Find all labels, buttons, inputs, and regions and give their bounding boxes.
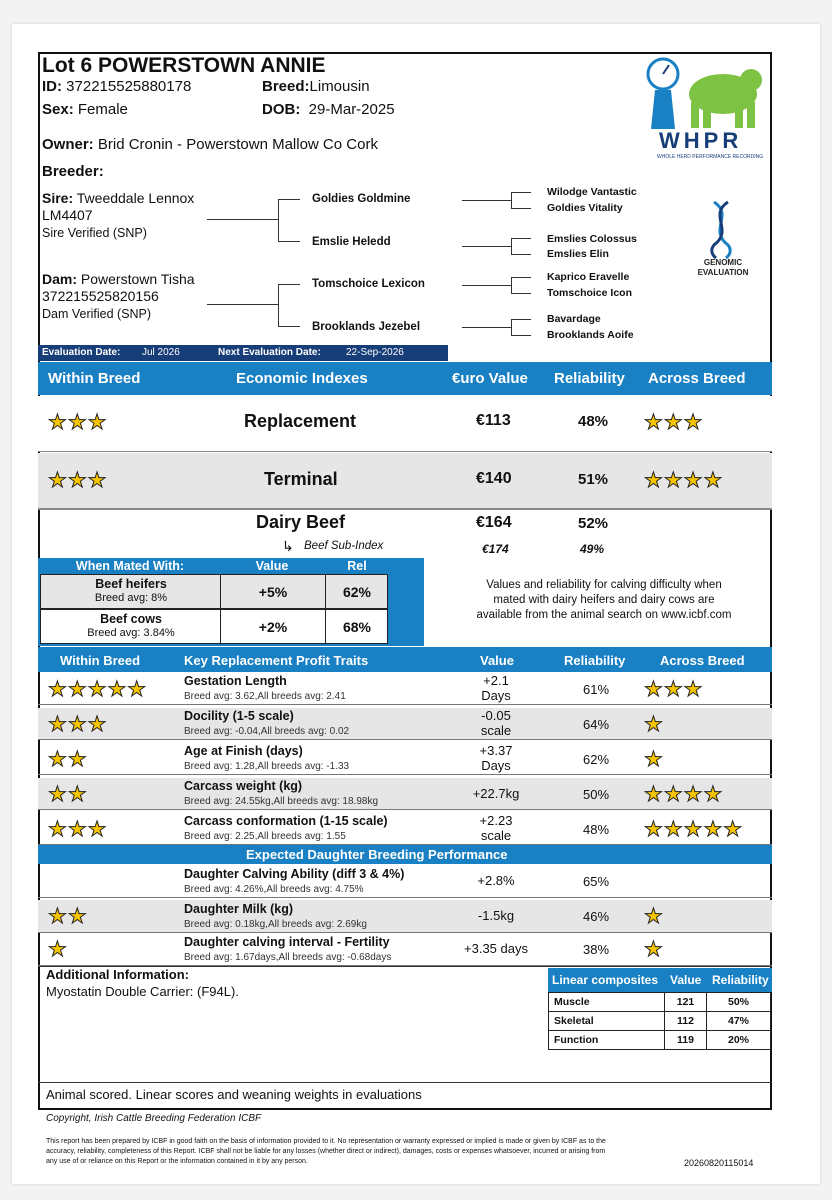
trait-name: Carcass weight (kg) bbox=[184, 779, 303, 793]
trait-reliability: 46% bbox=[583, 909, 610, 924]
genomic-label: GENOMIC EVALUATION bbox=[697, 258, 749, 277]
trait-name: Daughter Calving Ability (diff 3 & 4%) bbox=[184, 867, 405, 881]
linear-row-muscle: Muscle 121 50% bbox=[549, 993, 771, 1012]
mated-header: When Mated With: bbox=[75, 559, 185, 573]
trait-name: Gestation Length bbox=[184, 674, 287, 688]
great-grandparent-6: Tomschoice Icon bbox=[547, 287, 632, 299]
trait-row bbox=[38, 743, 772, 775]
grandparent-2: Emslie Heledd bbox=[312, 236, 391, 248]
trait-value-unit: Days bbox=[481, 758, 511, 773]
daughter-trait-row bbox=[38, 900, 772, 933]
dam-info: Dam: Powerstown Tisha 372215525820156 Dam Verified (SNP) bbox=[42, 271, 195, 321]
copyright: Copyright, Irish Cattle Breeding Federation ICBF bbox=[46, 1113, 262, 1124]
trait-reliability: 48% bbox=[583, 822, 610, 837]
calving-note: Values and reliability for calving difficulty when mated with dairy heifers and dairy cows are available from the animal search on www.icbf.com bbox=[476, 579, 732, 621]
logo-subtext: WHOLE HERD PERFORMANCE RECORDING bbox=[657, 154, 764, 160]
great-grandparent-8: Brooklands Aoife bbox=[547, 329, 634, 341]
breeder-label: Breeder: bbox=[42, 163, 104, 180]
mated-row-heifers: Beef heifers Breed avg: 8% +5% 62% bbox=[40, 574, 388, 609]
animal-id: ID: 372215525880178 bbox=[42, 78, 192, 95]
across-breed-stars: ★ bbox=[644, 747, 664, 771]
whpr-logo bbox=[645, 54, 765, 164]
trait-value-number: +3.37 bbox=[479, 743, 513, 758]
report-code: 20260820115014 bbox=[684, 1158, 754, 1168]
within-breed-stars: ★★★ bbox=[48, 712, 108, 736]
within-breed-stars: ★★★★★ bbox=[48, 677, 148, 701]
trait-breed-avg: Breed avg: 2.25,All breeds avg: 1.55 bbox=[184, 831, 346, 842]
traits-header: Within Breed Key Replacement Profit Traits Value Reliability Across Breed bbox=[38, 647, 772, 672]
daughter-trait-row bbox=[38, 865, 772, 898]
great-grandparent-2: Goldies Vitality bbox=[547, 202, 623, 214]
trait-name: Age at Finish (days) bbox=[184, 744, 303, 758]
animal-breed: Breed:Limousin bbox=[262, 78, 370, 95]
trait-reliability: 61% bbox=[583, 682, 610, 697]
across-breed-stars: ★★★★ bbox=[644, 782, 724, 806]
trait-breed-avg: Breed avg: 1.28,All breeds avg: -1.33 bbox=[184, 761, 350, 772]
additional-text: Myostatin Double Carrier: (F94L). bbox=[46, 984, 239, 999]
linear-row-skeletal: Skeletal 112 47% bbox=[549, 1012, 771, 1031]
trait-value: -1.5kg bbox=[477, 908, 515, 923]
linear-header: Linear composites Value Reliability bbox=[548, 968, 772, 992]
trait-value-number: +2.1 bbox=[483, 673, 509, 688]
trait-reliability: 38% bbox=[583, 942, 610, 957]
logo-text: WHPR bbox=[659, 128, 743, 153]
trait-breed-avg: Breed avg: 24.55kg,All breeds avg: 18.98kg bbox=[184, 796, 379, 807]
animal-scored-note: Animal scored. Linear scores and weaning weights in evaluations bbox=[46, 1087, 422, 1102]
trait-value-number: +2.23 bbox=[479, 813, 513, 828]
trait-value bbox=[448, 708, 544, 738]
additional-title: Additional Information: bbox=[46, 967, 189, 982]
trait-row bbox=[38, 778, 772, 810]
within-breed-stars: ★ bbox=[48, 937, 68, 961]
within-breed-stars: ★★ bbox=[48, 747, 88, 771]
trait-reliability: 62% bbox=[583, 752, 610, 767]
trait-name: Carcass conformation (1-15 scale) bbox=[184, 814, 388, 828]
animal-sex: Sex: Female bbox=[42, 101, 128, 118]
across-breed-stars: ★ bbox=[644, 937, 664, 961]
trait-value bbox=[448, 786, 544, 801]
trait-value-number: -0.05 bbox=[481, 708, 511, 723]
grandparent-3: Tomschoice Lexicon bbox=[312, 278, 425, 290]
trait-row bbox=[38, 813, 772, 845]
trait-breed-avg: Breed avg: 3.62,All breeds avg: 2.41 bbox=[184, 691, 346, 702]
mated-row-cows: Beef cows Breed avg: 3.84% +2% 68% bbox=[40, 609, 388, 644]
econ-row-dairy-beef: Dairy Beef €164 52% ↳ Beef Sub-Index €174 49% bbox=[256, 512, 609, 556]
trait-value bbox=[448, 743, 544, 773]
grandparent-1: Goldies Goldmine bbox=[312, 193, 411, 205]
evaluation-bar: Evaluation Date: Jul 2026 Next Evaluation Date: 22-Sep-2026 bbox=[38, 345, 448, 361]
trait-breed-avg: Breed avg: 1.67days,All breeds avg: -0.68days bbox=[184, 952, 392, 963]
trait-name: Docility (1-5 scale) bbox=[184, 709, 294, 723]
linear-row-function: Function 119 20% bbox=[549, 1031, 771, 1050]
animal-dob: DOB: 29-Mar-2025 bbox=[262, 101, 395, 118]
owner: Owner: Brid Cronin - Powerstown Mallow Co Cork bbox=[42, 136, 378, 153]
econ-row-terminal: ★★★ Terminal €140 51% ★★★★ bbox=[38, 453, 772, 509]
daughter-header: Expected Daughter Breeding Performance bbox=[38, 845, 772, 864]
trait-value-unit: scale bbox=[480, 723, 512, 738]
trait-reliability: 64% bbox=[583, 717, 610, 732]
trait-value-unit: scale bbox=[480, 828, 512, 843]
great-grandparent-3: Emslies Colossus bbox=[547, 233, 637, 245]
across-breed-stars: ★★★★★ bbox=[644, 817, 744, 841]
dna-icon bbox=[706, 200, 736, 260]
trait-breed-avg: Breed avg: 4.26%,All breeds avg: 4.75% bbox=[184, 884, 364, 895]
sire-info: Sire: Tweeddale Lennox LM4407 Sire Verified (SNP) bbox=[42, 190, 195, 240]
across-breed-stars: ★ bbox=[644, 712, 664, 736]
within-breed-stars: ★★ bbox=[48, 782, 88, 806]
trait-name: Daughter calving interval - Fertility bbox=[184, 935, 390, 949]
great-grandparent-4: Emslies Elin bbox=[547, 248, 609, 260]
great-grandparent-1: Wilodge Vantastic bbox=[547, 186, 637, 198]
lot-title: Lot 6 POWERSTOWN ANNIE bbox=[42, 54, 326, 77]
trait-value: +2.8% bbox=[477, 873, 515, 888]
trait-breed-avg: Breed avg: -0.04,All breeds avg: 0.02 bbox=[184, 726, 350, 737]
within-breed-stars: ★★ bbox=[48, 904, 88, 928]
daughter-trait-row bbox=[38, 933, 772, 966]
trait-row bbox=[38, 708, 772, 740]
trait-row bbox=[38, 673, 772, 705]
trait-value-number: +22.7kg bbox=[472, 786, 520, 801]
trait-reliability: 65% bbox=[583, 874, 610, 889]
great-grandparent-7: Bavardage bbox=[547, 313, 601, 325]
trait-breed-avg: Breed avg: 0.18kg,All breeds avg: 2.69kg bbox=[184, 919, 367, 930]
trait-value bbox=[448, 813, 544, 843]
great-grandparent-5: Kaprico Eravelle bbox=[547, 271, 630, 283]
across-breed-stars: ★ bbox=[644, 904, 664, 928]
disclaimer: This report has been prepared by ICBF in good faith on the basis of information provided to it. No representation or warranty expressed or implied is made or given by ICBF as to the accuracy, reliability, completeness of this Report. ICBF shall not be liable for any losses (whether direct or indirect), damages, costs or expenses whatsoever, incurred or arising from any use of or reliance on this Report or the information contained in it by any person. bbox=[46, 1138, 606, 1165]
within-breed-stars: ★★★ bbox=[48, 817, 108, 841]
linear-table bbox=[548, 992, 771, 1050]
mated-value-header: Value bbox=[255, 559, 289, 573]
across-breed-stars: ★★★ bbox=[644, 677, 704, 701]
mated-rel-header: Rel bbox=[347, 559, 367, 573]
econ-row-replacement: ★★★ Replacement €113 48% ★★★ bbox=[38, 396, 772, 452]
trait-value bbox=[448, 673, 544, 703]
trait-value: +3.35 days bbox=[464, 941, 528, 956]
trait-reliability: 50% bbox=[583, 787, 610, 802]
grandparent-4: Brooklands Jezebel bbox=[312, 321, 421, 333]
economic-header: Within Breed Economic Indexes €uro Value Reliability Across Breed bbox=[38, 362, 772, 395]
trait-value-unit: Days bbox=[481, 688, 511, 703]
trait-name: Daughter Milk (kg) bbox=[184, 902, 294, 916]
